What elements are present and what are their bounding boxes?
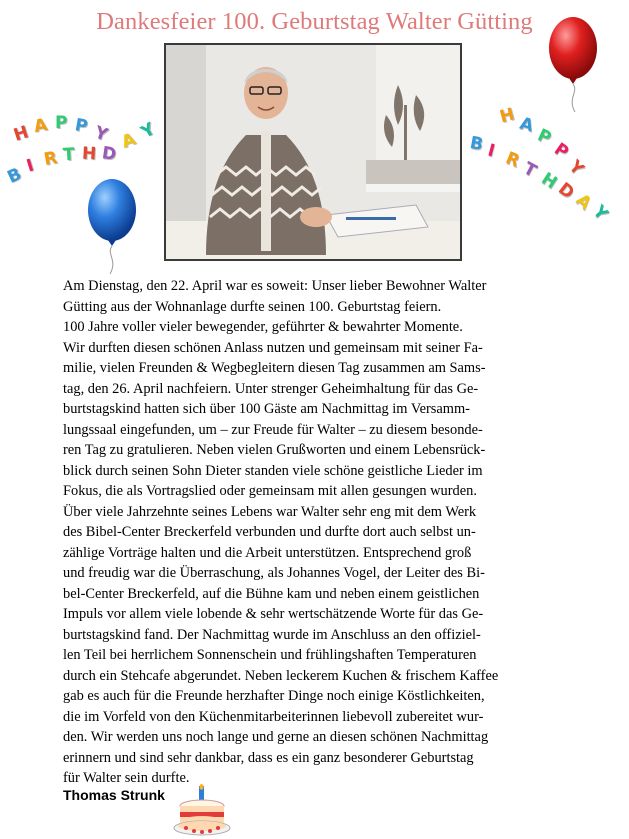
hb-letter: P xyxy=(550,139,573,163)
hb-letter: D xyxy=(554,178,578,204)
article-line: für Walter sein durfte. xyxy=(63,770,190,786)
birthday-cake-icon xyxy=(172,784,234,838)
article-line: ren Tag zu gratulieren. Neben vielen Grußworten und einem Lebensrück- xyxy=(63,442,486,458)
hb-letter: T xyxy=(519,158,540,182)
article-line: Fokus, die als Vortragslied oder gemeinsam mit allen gesungen wurden. xyxy=(63,483,477,499)
article-line: lungssaal eingefunden, um – zur Freude für Walter – zu diesem besonde- xyxy=(63,421,483,438)
hb-letter: Y xyxy=(564,156,588,180)
article-line: 100 Jahre voller vieler bewegender, geführter & bewahrter Momente. xyxy=(63,319,463,335)
hb-letter: A xyxy=(32,115,49,137)
article-line: Impuls vor allem viele lobende & sehr wertschätzende Worte für das Ge- xyxy=(63,606,484,622)
portrait-illustration xyxy=(166,45,460,259)
red-balloon-icon xyxy=(546,14,602,114)
article-line: Gütting aus der Wohnanlage durfte seinen 100. Geburtstag feiern. xyxy=(63,298,442,315)
hb-letter: A xyxy=(118,129,139,153)
author-signature: Thomas Strunk xyxy=(63,787,165,803)
blue-balloon-icon xyxy=(86,176,142,276)
article-line: zählige Vorträge halten und die Arbeit unterstützen. Entsprechend groß xyxy=(63,544,472,561)
hb-letter: A xyxy=(572,190,596,214)
article-line: die im Vorfeld von den Küchenmitarbeiterinnen liebevoll zubereitet wur- xyxy=(63,708,484,725)
hb-letter: H xyxy=(537,168,561,194)
article-line: und freudig war die Überraschung, als Johannes Vogel, der Leiter des Bi- xyxy=(63,565,485,581)
hb-letter: I xyxy=(485,140,497,162)
hb-letter: H xyxy=(81,143,97,165)
article-line: des Bibel-Center Breckerfeld verbunden und durfte dort auch selbst un- xyxy=(63,524,476,540)
hb-letter: I xyxy=(24,155,37,177)
article-line: len Teil bei herrlichem Sonnenschein und frühlingshaften Temperaturen xyxy=(63,647,477,663)
hb-letter: Y xyxy=(137,119,159,143)
hb-letter: H xyxy=(497,104,517,128)
portrait-photo xyxy=(164,43,462,261)
article-line: den. Wir werden uns noch lange und gerne an diesen schönen Nachmittag xyxy=(63,729,489,745)
article-line: Wir durften diesen schönen Anlass nutzen und gemeinsam mit seiner Fa- xyxy=(63,339,483,356)
hb-letter: T xyxy=(62,144,76,166)
page-title: Dankesfeier 100. Geburtstag Walter Gütting xyxy=(96,8,533,35)
article-line: gab es auch für die Freunde herzhafter Dinge noch einige Köstlichkeiten, xyxy=(63,688,485,704)
article-line: milie, vielen Freunden & Wegbegleitern diesen Tag zusammen am Sams- xyxy=(63,360,486,376)
hb-letter: B xyxy=(4,164,25,188)
article-line: Über viele Jahrzehnte seines Lebens war Walter sehr eng mit dem Werk xyxy=(63,503,477,520)
hb-letter: Y xyxy=(92,122,111,146)
hb-letter: B xyxy=(468,133,485,155)
article-line: Am Dienstag, den 22. April war es soweit: Unser lieber Bewohner Walter xyxy=(63,278,487,294)
hb-letter: P xyxy=(55,113,68,133)
article-line: bel-Center Breckerfeld, auf die Bühne kam und neben einem geistlichen xyxy=(63,585,480,602)
hb-letter: H xyxy=(11,122,31,146)
hb-letter: A xyxy=(517,113,536,137)
article-line: tag, den 26. April nachfeiern. Unter strenger Geheimhaltung für das Ge- xyxy=(63,380,479,397)
article-line: erinnern und sind sehr dankbar, dass es ein ganz besonderer Geburtstag xyxy=(63,749,474,766)
article-line: durch ein Stehcafe abgerundet. Neben leckerem Kuchen & frischem Kaffee xyxy=(63,667,499,684)
article-line: burtstagskind fand. Der Nachmittag wurde im Anschluss an den offiziel- xyxy=(63,626,481,643)
article-body xyxy=(63,276,563,789)
article-line: blick durch seinen Sohn Dieter standen viele schöne geistliche Lieder im xyxy=(63,462,483,479)
hb-letter: D xyxy=(100,143,118,165)
article-line: burtstagskind hatten sich über 100 Gäste am Nachmittag im Versamm- xyxy=(63,401,470,417)
hb-letter: P xyxy=(534,125,555,149)
hb-letter: P xyxy=(73,115,90,137)
hb-letter: R xyxy=(42,148,59,170)
hb-letter: R xyxy=(502,148,523,172)
hb-letter: Y xyxy=(588,201,612,225)
